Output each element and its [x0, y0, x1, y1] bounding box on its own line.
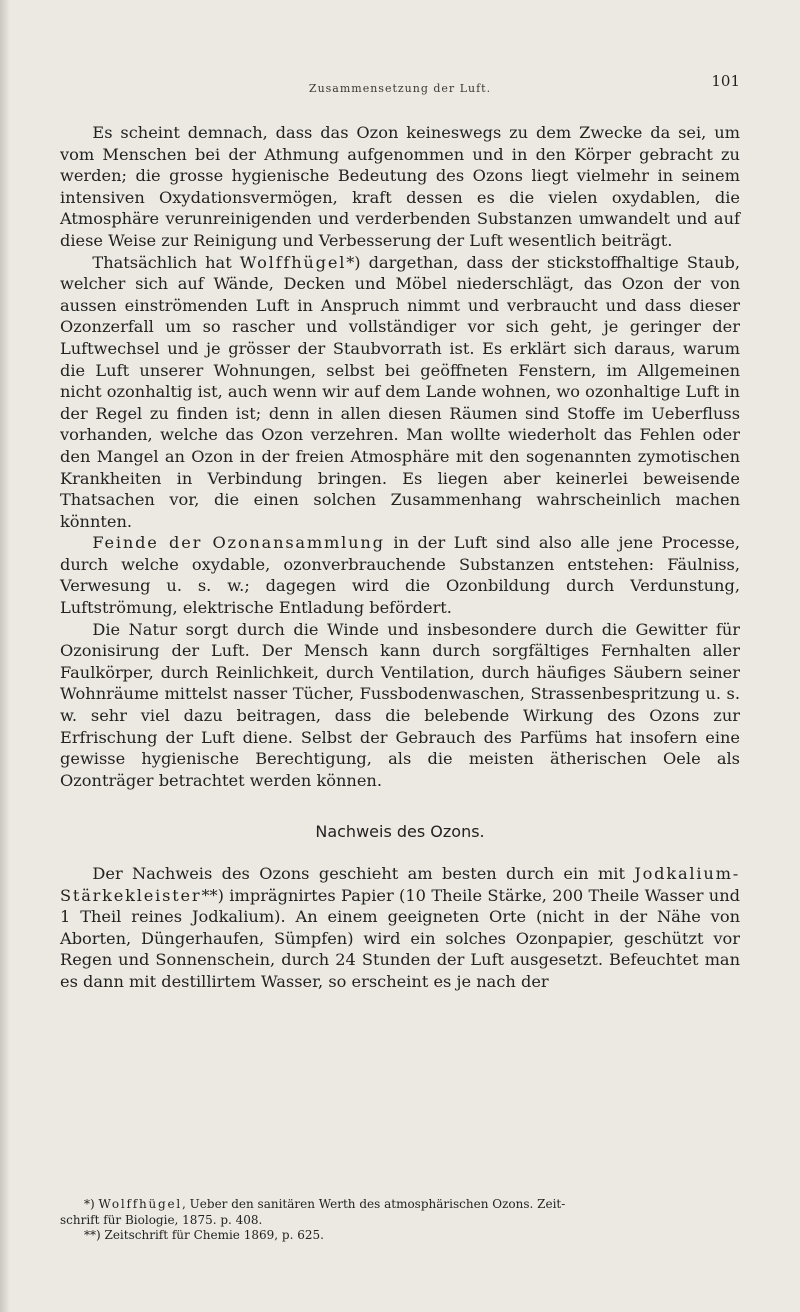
- footnote-1: [60, 1197, 740, 1213]
- spaced-term-reagent: Jodkalium-Stärkekleister: [60, 864, 740, 905]
- paragraph-4: Die Natur sorgt durch die Winde und insbesondere durch die Gewitter für Ozonisirung der Luft. Der Mensch kann durch sorgfältiges Fernhalten aller Faulkörper, durch Reinlichkeit, durch Ventilation, durch häufiges Säubern seiner Wohnräume mittelst nasser Tücher, Fussbodenwaschen, Strassenbespritzung u. s. w. sehr viel dazu beitragen, dass die belebende Wirkung des Ozons zur Erfrischung der Luft diene. Selbst der Gebrauch des Parfüms hat insofern eine gewisse hygienische Berechtigung, als die meisten ätherischen Oele als Ozonträger betrachtet werden können.: [60, 619, 740, 790]
- footnote-1-author: Wolffhügel: [98, 1197, 183, 1211]
- footnote-1-text: , Ueber den sanitären Werth des atmosphärischen Ozons. Zeit-: [182, 1197, 566, 1211]
- page-header: [60, 72, 740, 108]
- footnote-1-mark: *): [84, 1197, 99, 1211]
- spaced-term-ozone-enemies: Feinde der Ozonansammlung: [92, 533, 385, 553]
- author-name-wolffhuegel: Wolffhügel: [239, 252, 347, 272]
- paragraph-5: [60, 863, 740, 993]
- footnotes: [60, 1197, 740, 1244]
- paragraph-2-text: *) dargethan, dass der stickstoffhaltige Staub, welcher sich auf Wände, Decken und Möbel niederschlägt, das Ozon der von aussen einströmenden Luft in Anspruch nimmt und verbraucht und dass dieser Ozonzerfall um so rascher und vollständiger vor sich geht, je geringer der Luftwechsel und je grösser der Staubvorrath ist. Es erklärt sich daraus, warum die Luft unserer Wohnungen, selbst bei geöffneten Fenstern, im Allgemeinen nicht ozonhaltig ist, auch wenn wir auf dem Lande wohnen, wo ozonhaltige Luft in der Regel zu finden ist; denn in allen diesen Räumen sind Stoffe im Ueberfluss vorhanden, welche das Ozon verzehren. Man wollte wiederholt das Fehlen oder den Mangel an Ozon in der freien Atmosphäre mit den sogenannten zymotischen Krankheiten in Verbindung bringen. Es liegen aber keinerlei beweisende Thatsachen vor, die einen solchen Zusammenhang wahrscheinlich machen könnten.: [60, 252, 740, 531]
- body-text: [60, 122, 740, 993]
- page-number: 101: [711, 72, 740, 90]
- paragraph-3-text: in der Luft sind also alle jene Processe, durch welche oxydable, ozonverbrauchende Substanzen entstehen: Fäulniss, Verwesung u. s. w.; dagegen wird die Ozonbildung durch Verdunstung, Luftströmung, elektrische Entladung befördert.: [60, 533, 740, 618]
- paragraph-2: [60, 252, 740, 533]
- running-title: Zusammensetzung der Luft.: [308, 82, 492, 95]
- paragraph-2-lead: Thatsächlich hat: [92, 252, 240, 272]
- paragraph-5-text: **) imprägnirtes Papier (10 Theile Stärke, 200 Theile Wasser und 1 Theil reines Jodkalium). An einem geeigneten Orte (nicht in der Nähe von Aborten, Düngerhaufen, Sümpfen) wird ein solches Ozonpapier, geschützt vor Regen und Sonnenschein, durch 24 Stunden der Luft ausgesetzt. Befeuchtet man es dann mit destillirtem Wasser, so erscheint es je nach der: [60, 885, 740, 991]
- paragraph-1: Es scheint demnach, dass das Ozon keineswegs zu dem Zwecke da sei, um vom Menschen bei der Athmung aufgenommen und in den Körper gebracht zu werden; die grosse hygienische Bedeutung des Ozons liegt vielmehr in seinem intensiven Oxydationsvermögen, kraft dessen es die vielen oxydablen, die Atmosphäre verunreinigenden und verderbenden Substanzen umwandelt und auf diese Weise zur Reinigung und Verbesserung der Luft wesentlich beiträgt.: [60, 123, 740, 250]
- paragraph-3: [60, 532, 740, 618]
- paragraph-5-lead: Der Nachweis des Ozons geschieht am besten durch ein mit: [92, 864, 635, 883]
- footnote-2: **) Zeitschrift für Chemie 1869, p. 625.: [84, 1228, 324, 1242]
- footnote-1-continuation: schrift für Biologie, 1875. p. 408.: [60, 1212, 263, 1227]
- page-edge-shadow: [0, 0, 10, 1312]
- section-heading: Nachweis des Ozons.: [315, 822, 485, 842]
